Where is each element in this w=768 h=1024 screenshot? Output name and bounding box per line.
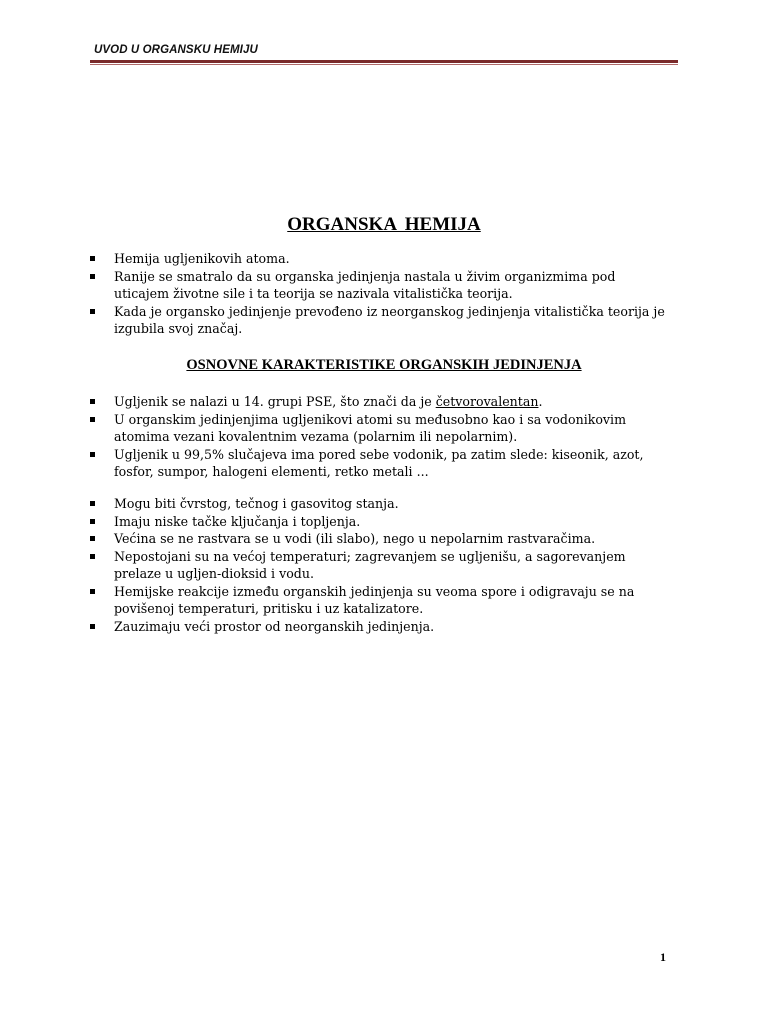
bullet-square-icon (90, 554, 95, 559)
list-item-text: Kada je organsko jedinjenje prevođeno iz neorganskog jedinjenja vitalistička teorija je izgubila svoj značaj. (114, 303, 665, 336)
list-item (0, 411, 670, 446)
list-item-text: Mogu biti čvrstog, tečnog i gasovitog stanja. (114, 496, 399, 511)
list-item (0, 530, 670, 548)
bullet-square-icon (90, 309, 95, 314)
underlined-term: četvorovalentan (435, 394, 539, 409)
list-item (0, 618, 670, 636)
list-item (0, 393, 670, 411)
list-item (0, 548, 670, 583)
list-item-text-prefix: Ugljenik se nalazi u 14. grupi PSE, što znači da je (114, 394, 436, 409)
list-item (0, 268, 670, 303)
list-item (0, 303, 670, 338)
list-item-text: Hemija ugljenikovih atoma. (114, 251, 290, 266)
bullet-square-icon (90, 589, 95, 594)
list-item-text-suffix: . (538, 394, 543, 409)
bullet-square-icon (90, 624, 95, 629)
bullet-square-icon (90, 399, 95, 404)
list-item-text: Većina se ne rastvara se u vodi (ili slabo), nego u nepolarnim rastvaračima. (114, 531, 596, 546)
characteristics-bullet-list (0, 393, 768, 481)
bullet-square-icon (90, 536, 95, 541)
list-item-text: Zauzimaju veći prostor od neorganskih jedinjenja. (114, 618, 435, 634)
bullet-square-icon (90, 417, 95, 422)
list-item-text: Ranije se smatralo da su organska jedinjenja nastala u živim organizmima pod uticajem životne sile i ta teorija se nazivala vitalistička teorija. (114, 268, 616, 301)
header-rule-thick (90, 60, 678, 63)
list-item (0, 513, 670, 531)
list-item-text: U organskim jedinjenjima ugljenikovi atomi su međusobno kao i sa vodonikovim atomima vezani kovalentnim vezama (polarnim ili nepolarnim). (114, 411, 627, 444)
page-number: 1 (660, 950, 666, 964)
properties-bullet-list (0, 495, 768, 635)
section-title: OSNOVNE KARAKTERISTIKE ORGANSKIH JEDINJENJA (186, 357, 582, 373)
intro-bullet-list (0, 250, 768, 338)
running-header: UVOD U ORGANSKU HEMIJU (94, 44, 258, 56)
list-item (0, 583, 670, 618)
bullet-square-icon (90, 519, 95, 524)
list-item-text: Hemijske reakcije između organskih jedinjenja su veoma spore i odigravaju se na povišenoj temperaturi, pritisku i uz katalizatore. (114, 583, 635, 616)
list-item-text: Imaju niske tačke ključanja i topljenja. (114, 513, 361, 529)
list-item (0, 446, 670, 481)
page-title: ORGANSKA HEMIJA (287, 214, 481, 235)
header-rule-thin (90, 64, 678, 65)
bullet-square-icon (90, 274, 95, 279)
list-item (0, 250, 670, 268)
bullet-square-icon (90, 501, 95, 506)
list-item (0, 495, 670, 513)
list-item-text: Ugljenik u 99,5% slučajeva ima pored sebe vodonik, pa zatim slede: kiseonik, azot, fosfor, sumpor, halogeni elementi, retko metali ... (114, 446, 644, 479)
bullet-square-icon (90, 452, 95, 457)
bullet-square-icon (90, 256, 95, 261)
list-item-text: Nepostojani su na većoj temperaturi; zagrevanjem se ugljenišu, a sagorevanjem prelaze u ugljen-dioksid i vodu. (114, 548, 626, 581)
